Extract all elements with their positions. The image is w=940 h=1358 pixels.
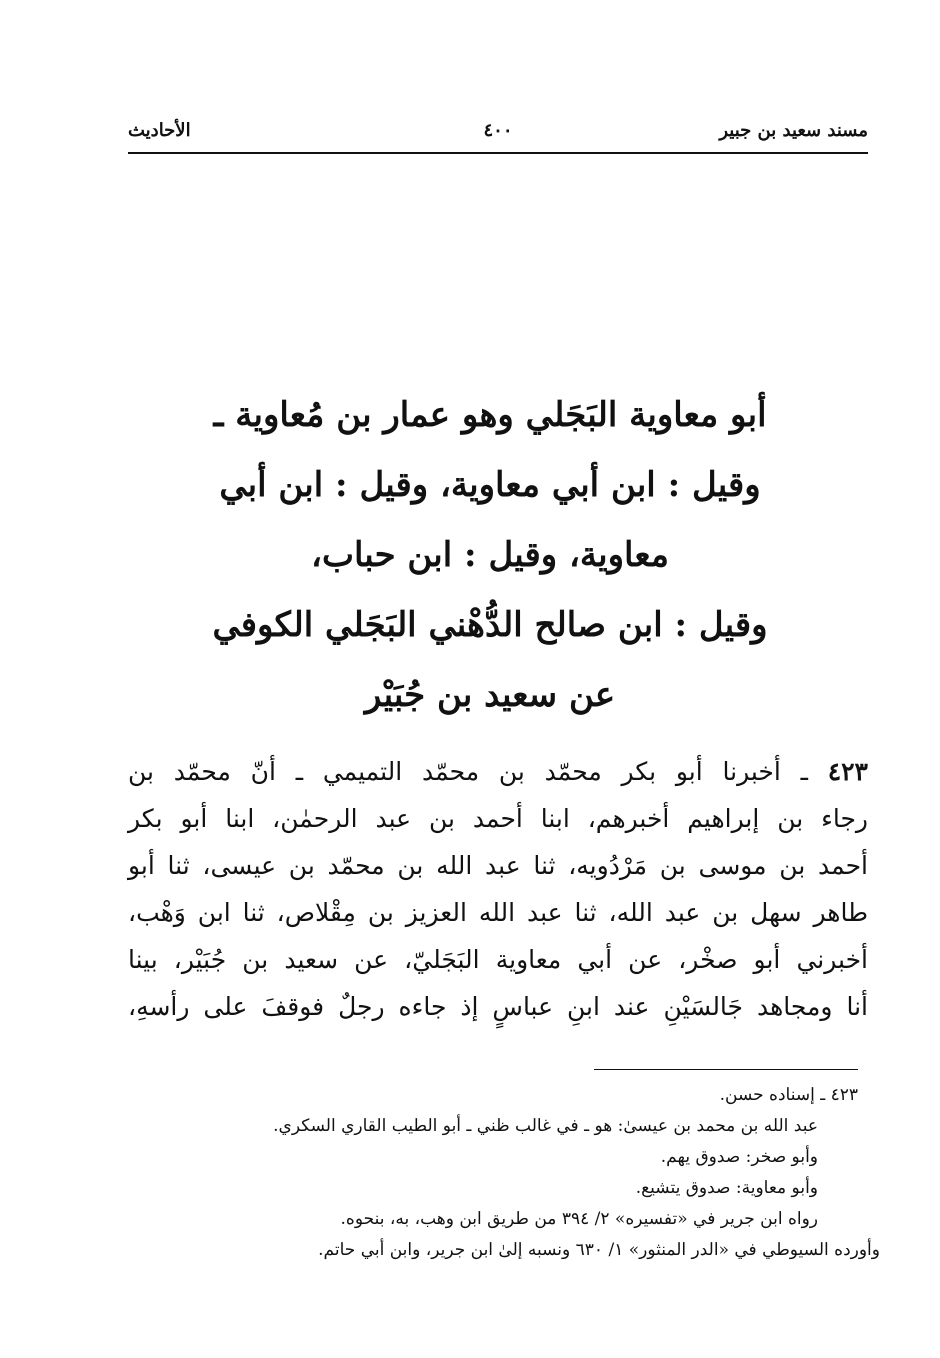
hadith-line: رجاء بن إبراهيم أخبرهم، ابنا أحمد بن عبد الرحمٰن، ابنا أبو بكر [128, 804, 868, 833]
chapter-title-line: معاوية، وقيل : ابن حباب، [310, 535, 670, 575]
running-header [128, 118, 868, 152]
header-section-title: الأحاديث [128, 120, 191, 141]
hadith-line: أخبرني أبو صخْر، عن أبي معاوية البَجَليّ، عن سعيد بن جُبَيْر، بينا [128, 945, 868, 974]
page-number: ٤٠٠ [483, 120, 513, 141]
chapter-title-line: وقيل : ابن أبي معاوية، وقيل : ابن أبي [219, 465, 761, 505]
footnote-separator [594, 1069, 858, 1070]
footnote-line: وأورده السيوطي في «الدر المنثور» ١/ ٦٣٠ ونسبه إلىٰ ابن جرير، وابن أبي حاتم. [318, 1240, 880, 1260]
header-book-title: مسند سعيد بن جبير [719, 120, 868, 141]
header-rule [128, 152, 868, 154]
hadith-first-line-text: ـ أخبرنا أبو بكر محمّد بن محمّد التميمي ـ أنّ محمّد بن [128, 757, 808, 786]
hadith-line [128, 748, 868, 795]
chapter-title-line: أبو معاوية البَجَلي وهو عمار بن مُعاوية ـ [213, 395, 767, 435]
hadith-line: أنا ومجاهد جَالسَيْنِ عند ابنِ عباسٍ إذ جاءه رجلٌ فوقفَ على رأسهِ، [128, 992, 868, 1021]
chapter-title-line: وقيل : ابن صالح الدُّهْني البَجَلي الكوفي [212, 605, 768, 645]
chapter-title-line: عن سعيد بن جُبَيْر [364, 675, 616, 715]
hadith-number: ٤٢٣ [827, 757, 868, 786]
footnote-line: وأبو صخر: صدوق يهم. [660, 1147, 818, 1167]
footnote-line: ٤٢٣ ـ إسناده حسن. [719, 1085, 858, 1105]
footnote-line: وأبو معاوية: صدوق يتشيع. [635, 1178, 818, 1198]
footnotes [140, 1080, 880, 1266]
hadith-line: طاهر سهل بن عبد الله، ثنا عبد الله العزيز بن مِقْلاص، ثنا ابن وَهْب، [128, 898, 868, 927]
hadith-line: أحمد بن موسى بن مَرْدُويه، ثنا عبد الله بن محمّد بن عيسى، ثنا أبو [128, 851, 868, 880]
chapter-title [180, 380, 800, 730]
footnote-line: عبد الله بن محمد بن عيسىٰ: هو ـ في غالب ظني ـ أبو الطيب القاري السكري. [273, 1116, 818, 1136]
hadith-text [128, 748, 868, 1030]
footnote-line: رواه ابن جرير في «تفسيره» ٢/ ٣٩٤ من طريق ابن وهب، به، بنحوه. [340, 1209, 818, 1229]
